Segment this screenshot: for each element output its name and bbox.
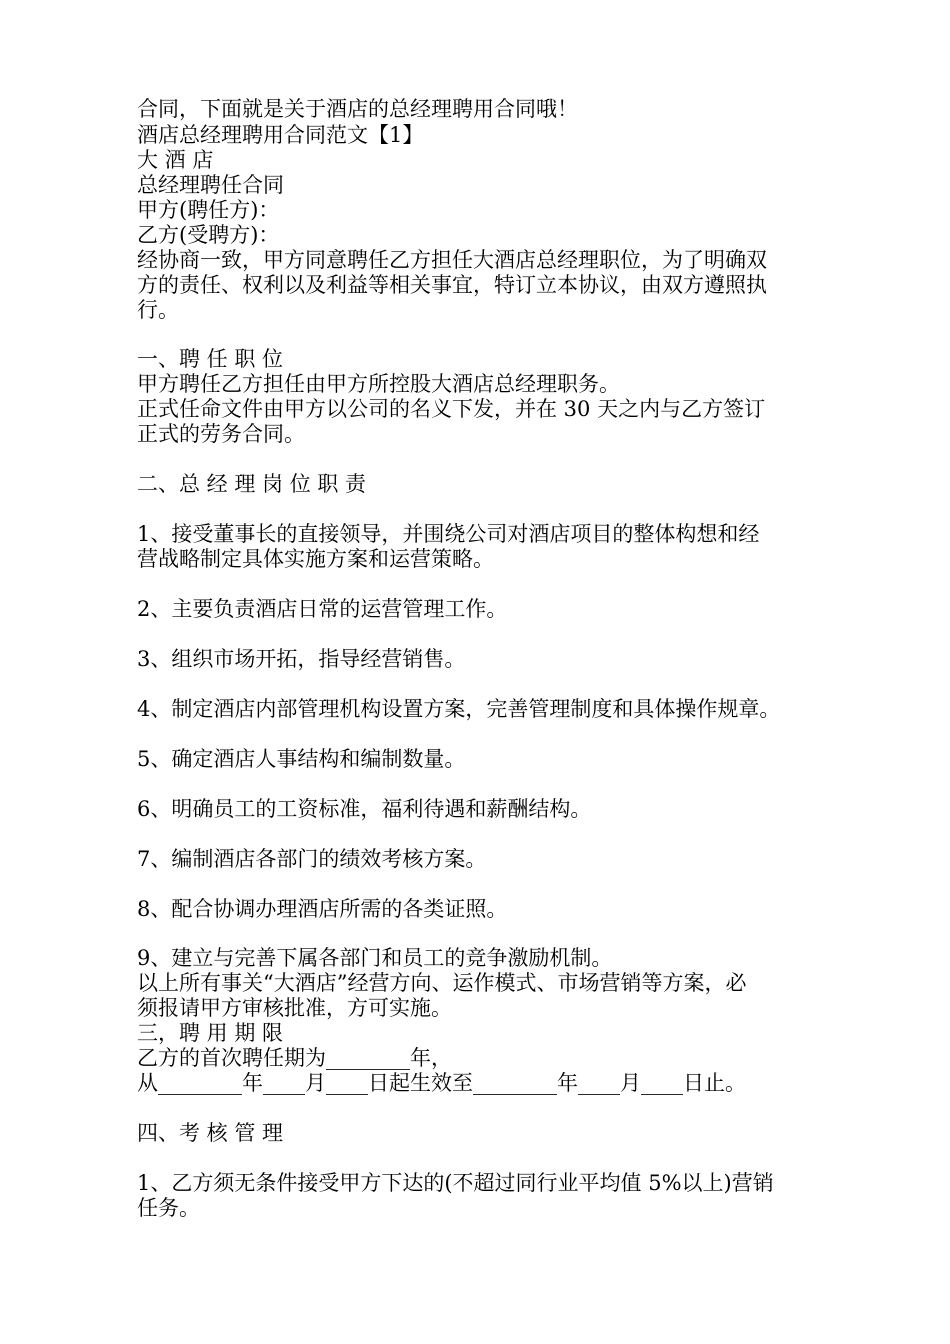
duty-8: 8、配合协调办理酒店所需的各类证照。 <box>137 897 508 921</box>
duty-4: 4、制定酒店内部管理机构设置方案，完善管理制度和具体操作规章。 <box>137 697 781 721</box>
section-2-heading: 二、总 经 理 岗 位 职 责 <box>137 472 367 496</box>
assessment-1-line-1: 1、乙方须无条件接受甲方下达的(不超过同行业平均值 5%以上)营销 <box>137 1171 774 1195</box>
section-1-text-3: 正式的劳务合同。 <box>137 422 305 446</box>
approval-line-2: 须报请甲方审核批准，方可实施。 <box>137 996 452 1020</box>
duty-1-line-2: 营战略制定具体实施方案和运营策略。 <box>137 547 494 571</box>
duty-2: 2、主要负责酒店日常的运营管理工作。 <box>137 597 508 621</box>
section-4-heading: 四、考 核 管 理 <box>137 1121 284 1145</box>
duty-1-line-1: 1、接受董事长的直接领导，并围绕公司对酒店项目的整体构想和经 <box>137 522 760 546</box>
section-1-text-2: 正式任命文件由甲方以公司的名义下发，并在 30 天之内与乙方签订 <box>137 397 766 421</box>
party-a-label: 甲方(聘任方)： <box>137 198 280 222</box>
section-1-heading: 一、聘 任 职 位 <box>137 347 284 371</box>
intro-line: 合同，下面就是关于酒店的总经理聘用合同哦！ <box>137 97 578 121</box>
preamble-line-2: 方的责任、权利以及利益等相关事宜，特订立本协议，由双方遵照执 <box>137 273 767 297</box>
party-b-label: 乙方(受聘方)： <box>137 223 280 247</box>
section-3-heading: 三，聘 用 期 限 <box>137 1021 284 1045</box>
duty-3: 3、组织市场开拓，指导经营销售。 <box>137 647 466 671</box>
section-1-text-1: 甲方聘任乙方担任由甲方所控股大酒店总经理职务。 <box>137 372 620 396</box>
duty-6: 6、明确员工的工资标准，福利待遇和薪酬结构。 <box>137 797 592 821</box>
hotel-name: 大 酒 店 <box>137 148 214 172</box>
term-line-1: 乙方的首次聘任期为________年， <box>137 1046 452 1070</box>
approval-line-1: 以上所有事关“大酒店”经营方向、运作模式、市场营销等方案，必 <box>137 971 747 995</box>
preamble-line-3: 行。 <box>137 298 179 322</box>
assessment-1-line-2: 任务。 <box>137 1196 200 1220</box>
duty-7: 7、编制酒店各部门的绩效考核方案。 <box>137 847 487 871</box>
preamble-line-1: 经协商一致，甲方同意聘任乙方担任大酒店总经理职位，为了明确双 <box>137 248 767 272</box>
term-line-2: 从________年____月____日起生效至________年____月____日止。 <box>137 1071 746 1095</box>
sample-heading: 酒店总经理聘用合同范文【1】 <box>137 123 424 147</box>
duty-5: 5、确定酒店人事结构和编制数量。 <box>137 747 466 771</box>
duty-9: 9、建立与完善下属各部门和员工的竞争激励机制。 <box>137 946 613 970</box>
contract-title: 总经理聘任合同 <box>137 173 284 197</box>
